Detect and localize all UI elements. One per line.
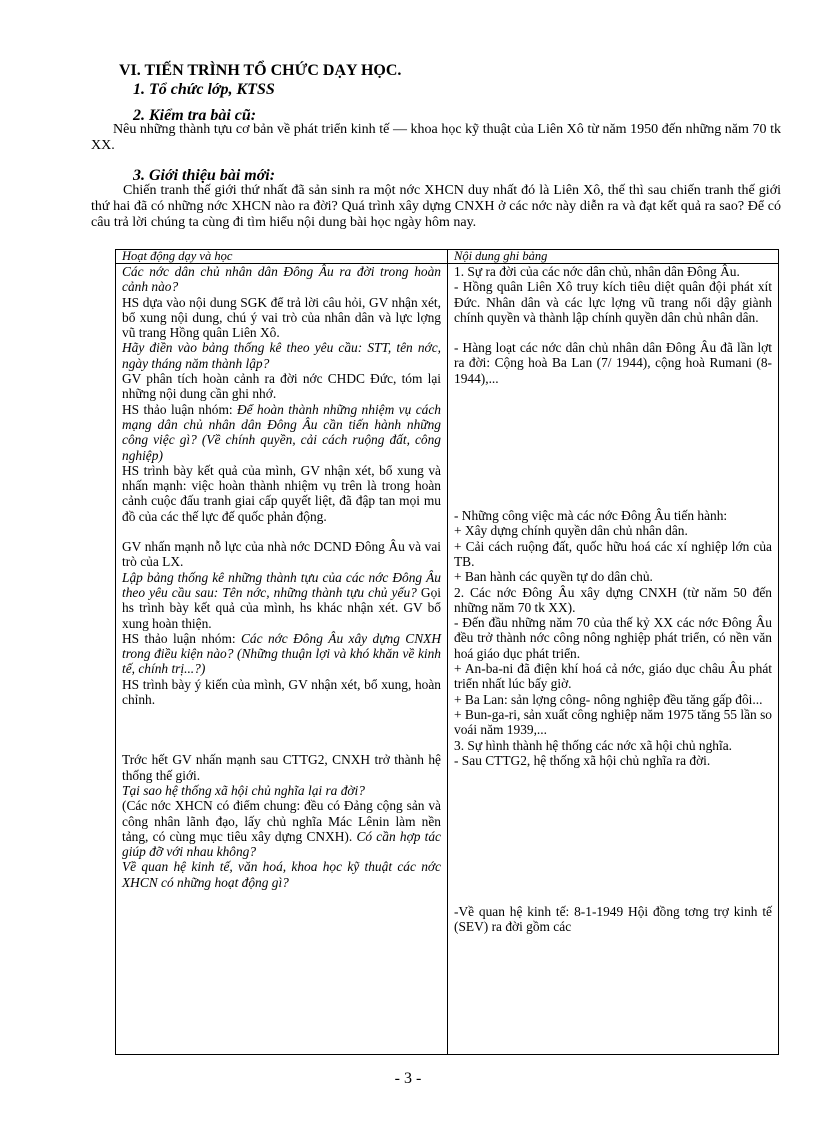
header-activities: Hoạt động dạy và học (116, 250, 448, 264)
board-item-9: + Ba Lan: sản lợng công- nông nghiệp đều tăng gấp đôi... (454, 691, 763, 707)
activity-q2: Hãy điền vào bảng thống kê theo yêu cầu: STT, tên nớc, ngày tháng năm thành lập? (122, 340, 441, 371)
activity-p3: HS trình bày kết quả của mình, GV nhận xét, bổ xung và nhấn mạnh: việc hoàn thành nhiệm vụ trên là trong hoàn cảnh cuộc đấu tranh giai cấp quyết liệt, đã đập tan mọi mu đồ của các thế lực đế quốc phản động. (122, 462, 441, 524)
activity-p6: Trớc hết GV nhấn mạnh sau CTTG2, CNXH trở thành hệ thống thế giới. (122, 752, 441, 783)
board-item-11: - Sau CTTG2, hệ thống xã hội chủ nghĩa ra đời. (454, 752, 711, 768)
heading-review: 2. Kiểm tra bài cũ: (133, 107, 257, 124)
board-item-10: + Bun-ga-ri, sản xuất công nghiệp năm 1975 tăng 55 lần so voái năm 1939,... (454, 706, 772, 738)
activity-p5: HS trình bày ý kiến của mình, GV nhận xét, bổ xung, hoàn chỉnh. (122, 676, 441, 708)
heading-class-organization: 1. Tổ chức lớp, KTSS (133, 81, 275, 98)
board-item-7: - Đến đầu những năm 70 của thế kỷ XX các nớc Đông Âu đều trở thành nớc công nông nghiệp phát triển, có nền văn hoá giáo dục phát triển. (454, 615, 772, 661)
activity-q3: Tại sao hệ thống xã hội chủ nghĩa lại ra đời? (122, 782, 365, 798)
activity-p7 (122, 798, 441, 859)
board-heading-2: 2. Các nớc Đông Âu xây dựng CNXH (từ năm 50 đến những năm 70 tk XX). (454, 584, 772, 615)
board-item-1: - Hồng quân Liên Xô truy kích tiêu diệt quân đội phát xít Đức. Nhân dân và các lực lợng vũ trang nổi dậy giành chính quyền và thành lập chính quyền dân chủ nhân dân. (454, 279, 772, 325)
activity-discussion-1 (122, 402, 441, 463)
activity-q1: Các nớc dân chủ nhân dân Đông Âu ra đời trong hoàn cảnh nào? (122, 264, 441, 295)
activity-q4: Về quan hệ kinh tế, văn hoá, khoa học kỹ thuật các nớc XHCN có những hoạt động gì? (122, 859, 441, 890)
activity-p2: GV phân tích hoàn cảnh ra đời nớc CHDC Đức, tóm lại những nội dung cần ghi nhớ. (122, 371, 441, 402)
activity-discussion-label: HS thảo luận nhóm: (122, 401, 238, 417)
board-item-12: -Về quan hệ kinh tế: 8-1-1949 Hội đồng tơng trợ kinh tế (SEV) ra đời gồm các (454, 904, 772, 935)
activity-table-task-normal: Gọi hs trình bày kết quả của mình, hs khác nhận xét. GV bổ xung hoàn thiện. (122, 584, 441, 631)
activity-discussion2-label: HS thảo luận nhóm: (122, 630, 241, 646)
activities-cell (116, 264, 448, 1055)
section-title: VI. TIẾN TRÌNH TỔ CHỨC DẠY HỌC. (119, 62, 402, 79)
board-item-8: + An-ba-ni đã điện khí hoá cả nớc, giáo dục châu Âu phát triển nhất lúc bấy giờ. (454, 661, 772, 692)
intro-text: Chiến tranh thế giới thứ nhất đã sản sinh ra một nớc XHCN duy nhất đó là Liên Xô, thế thì sau chiến tranh thế giới thứ hai đã có những nớc XHCN nào ra đời? Quá trình xây dựng CNXH ở các nớc này diễn ra và đạt kết quả ra sao? Để có câu trả lời chúng ta cùng đi tìm hiểu nội dung bài học ngày hôm nay. (91, 183, 781, 230)
lesson-table (115, 249, 779, 1055)
activity-table-task (122, 570, 441, 631)
activity-discussion2-question: Các nớc Đông Âu xây dựng CNXH trong điều kiện nào? (Những thuận lợi và khó khăn về kinh tế, chính trị...?) (122, 630, 441, 677)
header-board-content: Nội dung ghi bảng (448, 250, 779, 264)
board-item-6: + Ban hành các quyền tự do dân chủ. (454, 569, 653, 585)
activity-p1: HS dựa vào nội dung SGK để trả lời câu hỏi, GV nhận xét, bổ xung nội dung, chú ý vai trò của nhân dân và lực lợng vũ trang Hồng quân Liên Xô. (122, 294, 441, 341)
board-item-4: + Xây dựng chính quyền dân chủ nhân dân. (454, 523, 688, 539)
heading-new-lesson: 3. Giới thiệu bài mới: (133, 167, 276, 184)
review-text: Nêu những thành tựu cơ bản về phát triển kinh tế — khoa học kỹ thuật của Liên Xô từ năm 1950 đến những năm 70 tk XX. (91, 122, 781, 153)
board-heading-1: 1. Sự ra đời của các nớc dân chủ, nhân dân Đông Âu. (454, 264, 740, 279)
activity-discussion-2 (122, 631, 441, 677)
activity-p4: GV nhấn mạnh nỗ lực của nhà nớc DCND Đông Âu và vai trò của LX. (122, 539, 441, 570)
board-content-cell (448, 264, 779, 1055)
activity-table-task-italic: Lập bảng thống kê những thành tựu của các nớc Đông Âu theo yêu cầu sau: Tên nớc, những thành tựu chủ yếu? (122, 569, 441, 600)
board-item-3: - Những công việc mà các nớc Đông Âu tiến hành: (454, 508, 728, 524)
page-number: - 3 - (394, 1070, 422, 1087)
board-item-5: + Cải cách ruộng đất, quốc hữu hoá các xí nghiệp lớn của TB. (454, 538, 772, 569)
board-heading-3: 3. Sự hình thành hệ thống các nớc xã hội chủ nghĩa. (454, 737, 732, 753)
activity-p7-italic: Có cần hợp tác giúp đỡ với nhau không? (122, 828, 441, 860)
activity-discussion-question: Để hoàn thành những nhiệm vụ cách mạng dân chủ nhân dân Đông Âu cần tiến hành những công việc gì? (Về chính quyền, cải cách ruộng đất, công nghiệp) (122, 401, 441, 463)
activity-p7-normal: (Các nớc XHCN có điểm chung: đều có Đảng cộng sản và công nhân lãnh đạo, lấy chủ nghĩa Mác Lênin làm nền tảng, có cùng mục tiêu xây dựng CNXH). (122, 798, 441, 844)
board-item-2: - Hàng loạt các nớc dân chủ nhân dân Đông Âu đã lần lợt ra đời: Cộng hoà Ba Lan (7/ 1944), cộng hoà Rumani (8-1944),... (454, 340, 772, 386)
